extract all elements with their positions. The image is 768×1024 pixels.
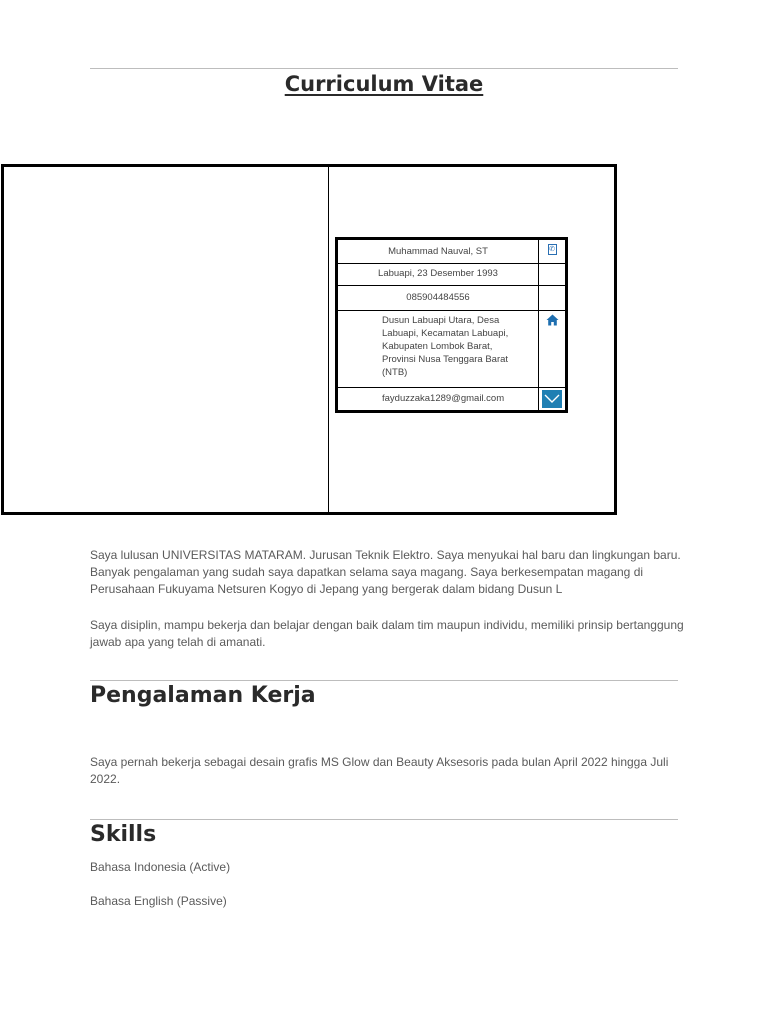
contact-birth: Labuapi, 23 Desember 1993 <box>378 268 498 279</box>
empty-icon-cell <box>538 264 565 285</box>
skill-item: Bahasa English (Passive) <box>90 894 227 908</box>
page-title: Curriculum Vitae <box>284 72 484 96</box>
contact-address: Dusun Labuapi Utara, Desa Labuapi, Kecamatan Labuapi, Kabupaten Lombok Barat, Provinsi Nusa Tenggara Barat (NTB) <box>382 315 509 378</box>
skills-heading: Skills <box>90 822 157 847</box>
mail-chevron <box>544 393 560 405</box>
home-icon-cell <box>538 311 565 387</box>
mail-icon <box>542 390 562 408</box>
phone-icon-cell <box>538 240 565 263</box>
profile-paragraph-1: Saya lulusan UNIVERSITAS MATARAM. Jurusan Teknik Elektro. Saya menyukai hal baru dan lingkungan baru. Banyak pengalaman yang sudah saya dapatkan selama saya magang. Saya berkesempatan magang di Perusahaan Fukuyama Netsuren Kogyo di Jepang yang bergerak dalam bidang Dusun L <box>90 548 681 596</box>
profile-paragraph-2: Saya disiplin, mampu bekerja dan belajar dengan baik dalam tim maupun individu, memiliki prinsip bertanggung jawab apa yang telah di amanati. <box>90 618 684 649</box>
contact-row-email <box>338 387 565 410</box>
top-divider <box>90 68 678 69</box>
skill-item: Bahasa Indonesia (Active) <box>90 860 231 874</box>
contact-row-name <box>338 240 565 263</box>
home-icon <box>546 314 559 326</box>
contact-email: fayduzzaka1289@gmail.com <box>382 393 505 404</box>
contact-row-phone <box>338 285 565 310</box>
contact-phone: 085904484556 <box>406 292 470 303</box>
contact-table <box>335 237 568 413</box>
frame-divider <box>328 167 329 512</box>
contact-row-birth <box>338 263 565 285</box>
contact-row-address <box>338 310 565 387</box>
mail-icon-cell <box>538 388 565 410</box>
experience-text: Saya pernah bekerja sebagai desain grafis MS Glow dan Beauty Aksesoris pada bulan April 2022 hingga Juli 2022. <box>90 755 669 786</box>
empty-icon-cell <box>538 286 565 310</box>
phone-icon: ✆ <box>549 246 555 253</box>
experience-divider <box>90 680 678 681</box>
experience-heading: Pengalaman Kerja <box>90 683 316 708</box>
skills-divider <box>90 819 678 820</box>
contact-name: Muhammad Nauval, ST <box>388 246 488 257</box>
